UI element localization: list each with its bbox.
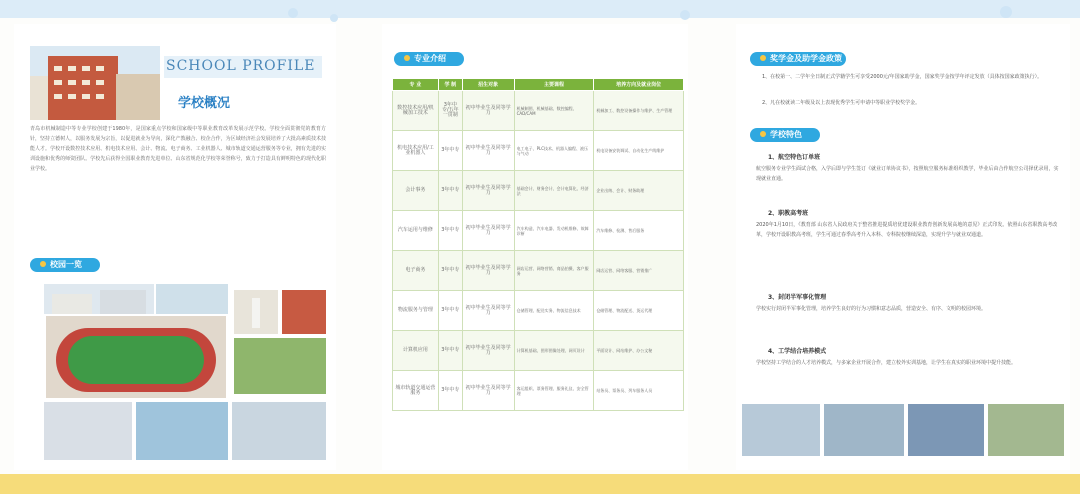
cell-courses: 电工电子、PLC技术、机器人编程、液压与气动 — [514, 131, 594, 171]
campus-photo-field-overview — [156, 284, 228, 314]
aid-item-1: 1、在校第一、二学年全日制正式学籍学生可享受2000元/年国家助学金，国家奖学金按学年评定发放（具体按国家政策执行）。 — [762, 74, 1043, 80]
cell-courses: 汽车构造、汽车电器、发动机维修、故障诊断 — [514, 211, 594, 251]
feature-photo-drill — [988, 404, 1064, 456]
feature-2-heading: 2、职教高考班 — [768, 210, 809, 217]
majors-title: 专业介绍 — [414, 54, 446, 63]
decor-bubble — [1000, 6, 1012, 18]
campus-title: 校园一览 — [50, 260, 82, 269]
cell-years: 3年中专 — [438, 371, 462, 411]
majors-table-row — [393, 291, 684, 331]
cell-major: 城市轨道交通运营服务 — [393, 371, 439, 411]
cell-years: 3年中专/五年一贯制 — [438, 91, 462, 131]
cell-courses: 客运组织、票务管理、服务礼仪、安全管理 — [514, 371, 594, 411]
col-header-years: 学 制 — [438, 79, 462, 91]
aid-item-2: 2、凡在校就读二年级及以上表现优秀学生可申请中等职业学校奖学金。 — [762, 100, 921, 106]
decor-bubble — [330, 14, 338, 22]
school-building-photo — [30, 46, 160, 120]
aid-title: 奖学金及助学金政策 — [770, 54, 842, 63]
campus-photo-statue — [234, 290, 278, 334]
cell-jobs: 汽车维修、检测、售后服务 — [594, 211, 684, 251]
cell-courses: 仓储管理、配送实务、物流信息技术 — [514, 291, 594, 331]
aid-section-header — [750, 52, 846, 66]
cell-major: 物流服务与管理 — [393, 291, 439, 331]
features-title: 学校特色 — [770, 130, 802, 139]
campus-photo-sports-hall — [136, 402, 228, 460]
feature-1-body: 航空服务专业学生面试合格，入学后即与学生签订《就业订单协议书》，按照航空服务标准组织教学，毕业后由合作航空公司择优录用，实现就业直通。 — [756, 166, 1059, 182]
col-header-courses: 主要课程 — [514, 79, 594, 91]
profile-title-en: SCHOOL PROFILE — [166, 58, 316, 74]
cell-courses: 计算机基础、图形图像处理、网页设计 — [514, 331, 594, 371]
bullet-icon — [404, 55, 410, 61]
cell-major: 计算机应用 — [393, 331, 439, 371]
bottom-decorative-band — [0, 474, 1080, 494]
campus-photo-dormitory — [44, 402, 132, 460]
cell-jobs: 站务员、票务员、列车服务人员 — [594, 371, 684, 411]
col-header-jobs: 培养方向及就业岗位 — [594, 79, 684, 91]
cell-jobs: 网店运营、网络客服、营销推广 — [594, 251, 684, 291]
cell-years: 3年中专 — [438, 291, 462, 331]
cell-jobs: 机械加工、数控设备操作与维护、生产管理 — [594, 91, 684, 131]
majors-table-header-row — [393, 79, 684, 91]
campus-section-header — [30, 258, 100, 272]
cell-major: 会计事务 — [393, 171, 439, 211]
cell-years: 3年中专 — [438, 251, 462, 291]
cell-years: 3年中专 — [438, 331, 462, 371]
majors-section-header — [394, 52, 464, 66]
majors-table-row — [393, 91, 684, 131]
feature-3-body: 学校实行封闭半军事化管理，培养学生良好的行为习惯和意志品质，营造安全、有序、文明的校园环境。 — [756, 306, 987, 312]
cell-major: 数控技术应用/机械加工技术 — [393, 91, 439, 131]
majors-table-row — [393, 331, 684, 371]
feature-3-heading: 3、封闭半军事化管理 — [768, 294, 827, 301]
cell-target: 初中毕业生及同等学力 — [462, 91, 514, 131]
campus-photo-workshop — [232, 402, 326, 460]
campus-photo-red-building — [282, 290, 326, 334]
campus-photo-playground — [234, 338, 326, 394]
majors-table-row — [393, 371, 684, 411]
majors-table-row — [393, 171, 684, 211]
top-decorative-band — [0, 0, 1080, 18]
feature-4-heading: 4、工学结合培养模式 — [768, 348, 827, 355]
profile-paragraph: 青岛市机械制造中等专业学校创建于1980年，是国家重点学校和国家级中等职业教育改革发展示范学校。学校全面贯彻党的教育方针，坚持立德树人，以服务发展为宗旨，以促进就业为导向，深化产教融合、校企合作，为区域经济社会发展培养了大批高素质技术技能人才。学校开设数控技术应用、机电技术应用、会计、物流、电子商务、工业机器人、城市轨道交通运营服务等专业，拥有先进的实训设施和优秀的师资团队。学校先后获得全国职业教育先进单位、山东省规范化学校等荣誉称号，致力于打造具有鲜明特色的现代化职业学校。 — [30, 126, 326, 172]
feature-4-body: 学校坚持工学结合的人才培养模式，与多家企业开展合作，建立校外实训基地，让学生在真实的职业环境中提升技能。 — [756, 360, 1017, 366]
cell-target: 初中毕业生及同等学力 — [462, 171, 514, 211]
majors-table — [392, 78, 684, 411]
decor-bubble — [288, 8, 298, 18]
cell-courses: 机械制图、机械基础、数控编程、CAD/CAM — [514, 91, 594, 131]
cell-target: 初中毕业生及同等学力 — [462, 291, 514, 331]
cell-major: 汽车运用与维修 — [393, 211, 439, 251]
features-section-header — [750, 128, 820, 142]
cell-jobs: 企业出纳、会计、财务助理 — [594, 171, 684, 211]
col-header-major: 专 业 — [393, 79, 439, 91]
cell-years: 3年中专 — [438, 171, 462, 211]
cell-years: 3年中专 — [438, 131, 462, 171]
campus-photo-buildings — [44, 284, 154, 314]
feature-photo-cabin-crew — [742, 404, 820, 456]
cell-courses: 网店运营、网络营销、商品拍摄、客户服务 — [514, 251, 594, 291]
cell-target: 初中毕业生及同等学力 — [462, 251, 514, 291]
feature-photo-military-training — [824, 404, 904, 456]
cell-target: 初中毕业生及同等学力 — [462, 331, 514, 371]
cell-major: 机电技术应用/工业机器人 — [393, 131, 439, 171]
col-header-target: 招生对象 — [462, 79, 514, 91]
bullet-icon — [760, 55, 766, 61]
cell-target: 初中毕业生及同等学力 — [462, 371, 514, 411]
majors-table-row — [393, 131, 684, 171]
cell-major: 电子商务 — [393, 251, 439, 291]
cell-jobs: 仓储管理、物流配送、货运代理 — [594, 291, 684, 331]
feature-2-body: 2020年1月10日，《教育部 山东省人民政府关于整省推进提质培优建设职业教育创新发展高地的意见》正式印发。依照山东省职教高考改革，学校开设职教高考班，学生可通过春季高考升入本科、专科院校继续深造，实现升学与就业双通道。 — [756, 222, 1058, 238]
decor-bubble — [680, 10, 690, 20]
bullet-icon — [40, 261, 46, 267]
campus-photo-running-track — [46, 316, 226, 398]
cell-target: 初中毕业生及同等学力 — [462, 131, 514, 171]
cell-years: 3年中专 — [438, 211, 462, 251]
cell-jobs: 平面设计、网站维护、办公文秘 — [594, 331, 684, 371]
cell-courses: 基础会计、财务会计、会计电算化、经济法 — [514, 171, 594, 211]
feature-photo-students-lineup — [908, 404, 984, 456]
majors-table-row — [393, 251, 684, 291]
cell-jobs: 机电设备安装调试、自动化生产线维护 — [594, 131, 684, 171]
profile-title-cn: 学校概况 — [178, 96, 231, 111]
cell-target: 初中毕业生及同等学力 — [462, 211, 514, 251]
bullet-icon — [760, 131, 766, 137]
majors-table-row — [393, 211, 684, 251]
feature-1-heading: 1、航空特色订单班 — [768, 154, 821, 161]
